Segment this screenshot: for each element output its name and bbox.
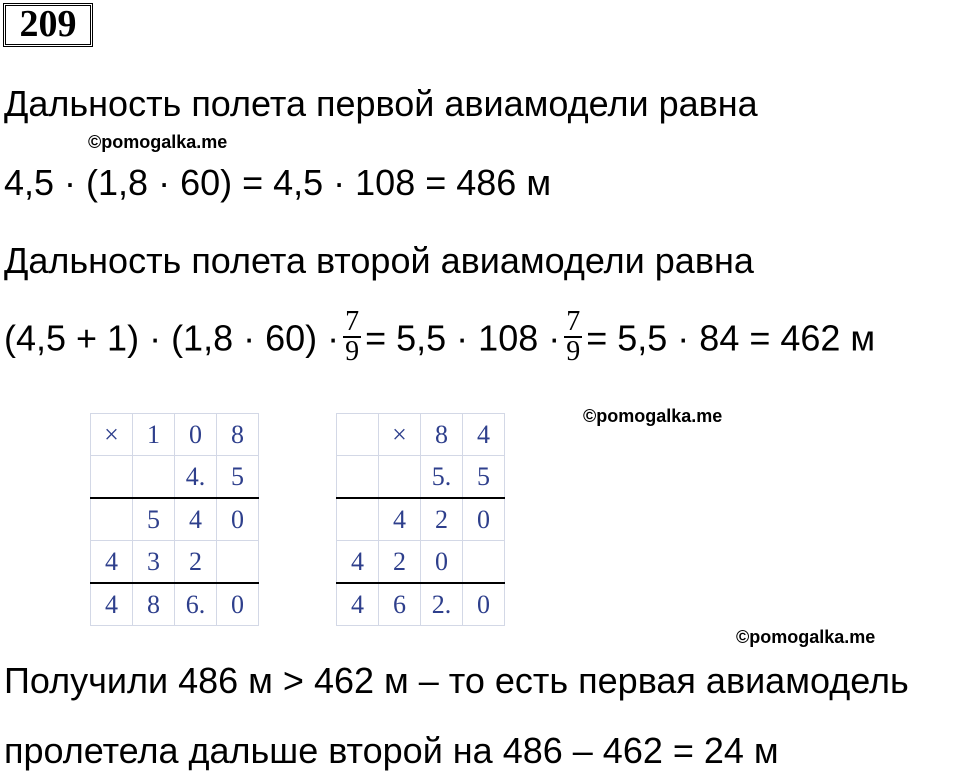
digit-cell: 5: [217, 456, 259, 499]
digit-cell: 1: [133, 414, 175, 456]
calc-row: [337, 456, 505, 499]
multiplication-table-1: [90, 413, 259, 626]
digit-cell: 2: [379, 541, 421, 584]
fraction-2-numerator: 7: [566, 306, 581, 337]
calc-row: [91, 541, 259, 584]
digit-cell: 2.: [421, 583, 463, 626]
equation-part-3: = 5,5 · 84 = 462 м: [586, 317, 876, 359]
digit-cell: 5.: [421, 456, 463, 499]
digit-cell: 4: [91, 583, 133, 626]
digit-cell: [337, 414, 379, 456]
digit-cell: 0: [217, 498, 259, 541]
digit-cell: [91, 456, 133, 499]
digit-cell: 5: [463, 456, 505, 499]
times-sign: ×: [91, 414, 133, 456]
digit-cell: 5: [133, 498, 175, 541]
fraction-2-denominator: 9: [566, 336, 581, 367]
calc-row: [91, 456, 259, 499]
digit-cell: [133, 456, 175, 499]
watermark-3: ©pomogalka.me: [736, 627, 876, 647]
digit-cell: 4: [463, 414, 505, 456]
digit-cell: 4: [175, 498, 217, 541]
digit-cell: 8: [133, 583, 175, 626]
digit-cell: 6.: [175, 583, 217, 626]
digit-cell: [463, 541, 505, 584]
equation-part-1: (4,5 + 1) · (1,8 · 60) ·: [4, 317, 340, 359]
digit-cell: 4: [337, 583, 379, 626]
equation-part-2: = 5,5 · 108 ·: [365, 317, 561, 359]
fraction-2: [564, 308, 582, 366]
fraction-1-numerator: 7: [345, 306, 360, 337]
digit-cell: 0: [175, 414, 217, 456]
digit-cell: [337, 498, 379, 541]
calc-row: [91, 583, 259, 626]
digit-cell: 4: [91, 541, 133, 584]
digit-cell: [337, 456, 379, 499]
problem-number: 209: [3, 3, 93, 47]
calc-row: [91, 414, 259, 456]
text-line-1: Дальность полета первой авиамодели равна: [4, 83, 758, 124]
digit-cell: 4: [379, 498, 421, 541]
calc-row: [91, 498, 259, 541]
calc-row: [337, 498, 505, 541]
multiplication-table-2: [336, 413, 505, 626]
digit-cell: 8: [217, 414, 259, 456]
equation-line-1: 4,5 · (1,8 · 60) = 4,5 · 108 = 486 м: [4, 162, 552, 203]
watermark-1: ©pomogalka.me: [88, 132, 228, 152]
text-line-4: пролетела дальше второй на 486 – 462 = 24 м: [4, 730, 779, 771]
calc-row: [337, 541, 505, 584]
watermark-2: ©pomogalka.me: [583, 406, 723, 426]
digit-cell: 6: [379, 583, 421, 626]
digit-cell: 0: [463, 583, 505, 626]
digit-cell: [217, 541, 259, 584]
text-line-2: Дальность полета второй авиамодели равна: [4, 240, 754, 281]
digit-cell: 0: [421, 541, 463, 584]
digit-cell: [379, 456, 421, 499]
digit-cell: 0: [463, 498, 505, 541]
digit-cell: 2: [175, 541, 217, 584]
fraction-1-denominator: 9: [345, 336, 360, 367]
digit-cell: 8: [421, 414, 463, 456]
digit-cell: [91, 498, 133, 541]
calc-row: [337, 583, 505, 626]
digit-cell: 4.: [175, 456, 217, 499]
calc-row: [337, 414, 505, 456]
digit-cell: 0: [217, 583, 259, 626]
digit-cell: 2: [421, 498, 463, 541]
digit-cell: 4: [337, 541, 379, 584]
fraction-1: [343, 308, 361, 366]
equation-line-2: [4, 306, 876, 370]
times-sign: ×: [379, 414, 421, 456]
text-line-3: Получили 486 м > 462 м – то есть первая авиамодель: [4, 660, 909, 701]
digit-cell: 3: [133, 541, 175, 584]
